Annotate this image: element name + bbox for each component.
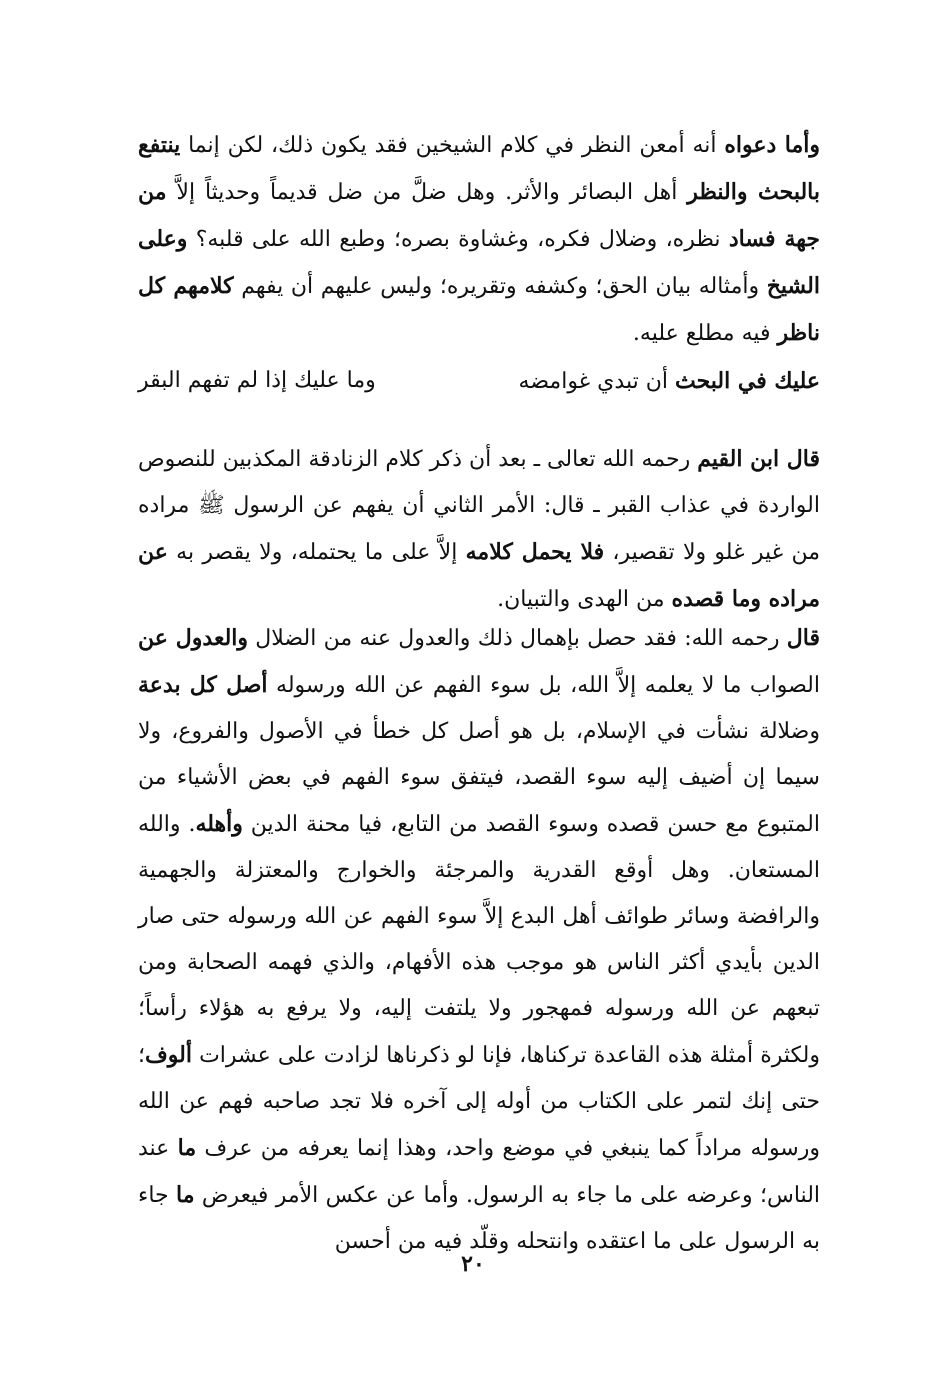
- text-run: وأمثاله بيان الحق؛ وكشفه وتقريره؛ وليس عليهم أن يفهم: [233, 274, 767, 299]
- text-run: أن تبدي غوامضه: [518, 369, 675, 394]
- paragraph-1: [138, 122, 820, 357]
- text-run: الصواب ما لا يعلمه إلاَّ الله، بل سوء الفهم عن الله ورسوله: [267, 673, 821, 698]
- paragraph-2: [138, 436, 820, 623]
- bold-phrase: عن مراده وما قصده: [138, 539, 820, 612]
- verse-second-hemistich: وما عليك إذا لم تفهم البقر: [138, 368, 376, 393]
- text-run: رحمه الله: فقد حصل بإهمال ذلك والعدول عنه من الضلال: [248, 626, 787, 651]
- text-run: إلاَّ على ما يحتمله، ولا يقصر به: [167, 540, 466, 565]
- text-run: أهل البصائر والأثر. وهل ضلَّ من ضل قديماً وحديثاً إلاَّ: [166, 180, 688, 205]
- text-run: وضلالة نشأت في الإسلام، بل هو أصل كل خطأ في الأصول والفروع، ولا سيما إن أضيف إليه سوء القصد، فيتفق سوء الفهم في بعض الأشياء من المتبوع مع حسن قصده وسوء القصد من التابع، فيا محنة الدين: [138, 719, 820, 837]
- text-run: من الهدى والتبيان.: [497, 587, 672, 612]
- verse-first-hemistich: [519, 358, 820, 405]
- bold-phrase: عليك في البحث: [674, 368, 820, 394]
- text-run: أنه أمعن النظر في كلام الشيخين فقد يكون ذلك، لكن إنما: [180, 133, 725, 158]
- text-run: . والله المستعان. وهل أوقع القدرية والمرجئة والخوارج والمعتزلة والجهمية والرافضة وسائر طوائف أهل البدع إلاَّ سوء الفهم عن الله ورسوله حتى صار الدين بأيدي أكثر الناس هو موجب هذه الأفهام، والذي فهمه الصحابة ومن تبعهم عن الله ورسوله فمهجور ولا يلتفت إليه، ولا يرفع به هؤلاء رأساً؛ ولكثرة أمثلة هذه القاعدة تركناها، فإنا لو ذكرناها لزادت على عشرات: [138, 812, 820, 1068]
- bold-phrase: ينتفع بالبحث والنظر: [138, 132, 820, 205]
- text-run: رحمه الله تعالى ـ بعد أن ذكر كلام الزنادقة المكذبين للنصوص الواردة في عذاب القبر ـ قال: الأمر الثاني أن يفهم عن الرسول ﷺ مراده من غير غلو ولا تقصير،: [138, 447, 820, 565]
- poetry-verse: [138, 358, 820, 404]
- bold-phrase: من جهة فساد: [138, 179, 821, 252]
- paragraph-3: [138, 615, 820, 1265]
- bold-phrase: وأهله: [195, 811, 243, 837]
- bold-phrase: ألوف: [145, 1042, 192, 1068]
- bold-phrase: قال ابن القيم: [697, 446, 820, 472]
- bold-phrase: فلا يحمل كلامه: [465, 539, 605, 565]
- bold-phrase: كلامهم كل ناظر: [138, 273, 820, 346]
- text-run: عند الناس؛ وعرضه على ما جاء به الرسول. وأما عن عكس الأمر فيعرض: [138, 1136, 821, 1208]
- text-run: نظره، وضلال فكره، وغشاوة بصره؛ وطبع الله على قلبه؟: [187, 227, 729, 252]
- bold-phrase: أصل كل بدعة: [138, 672, 268, 698]
- text-run: جاء به الرسول على ما اعتقده وانتحله وقلّد فيه من أحسن: [138, 1183, 820, 1254]
- bold-phrase: والعدول عن: [138, 625, 249, 651]
- bold-phrase: وأما دعواه: [724, 132, 820, 158]
- text-run: فيه مطلع عليه.: [632, 321, 778, 346]
- bold-phrase: ما: [176, 1182, 195, 1208]
- bold-phrase: ما: [177, 1135, 197, 1161]
- bold-phrase: قال: [786, 625, 820, 651]
- bold-phrase: وعلى الشيخ: [138, 226, 820, 299]
- text-run: ؛ حتى إنك لتمر على الكتاب من أوله إلى آخره فلا تجد صاحبه فهم عن الله ورسوله مراداً كما ينبغي في موضع واحد، وهذا إنما يعرفه من عرف: [138, 1043, 820, 1161]
- page-number: ٢٠: [461, 1251, 485, 1277]
